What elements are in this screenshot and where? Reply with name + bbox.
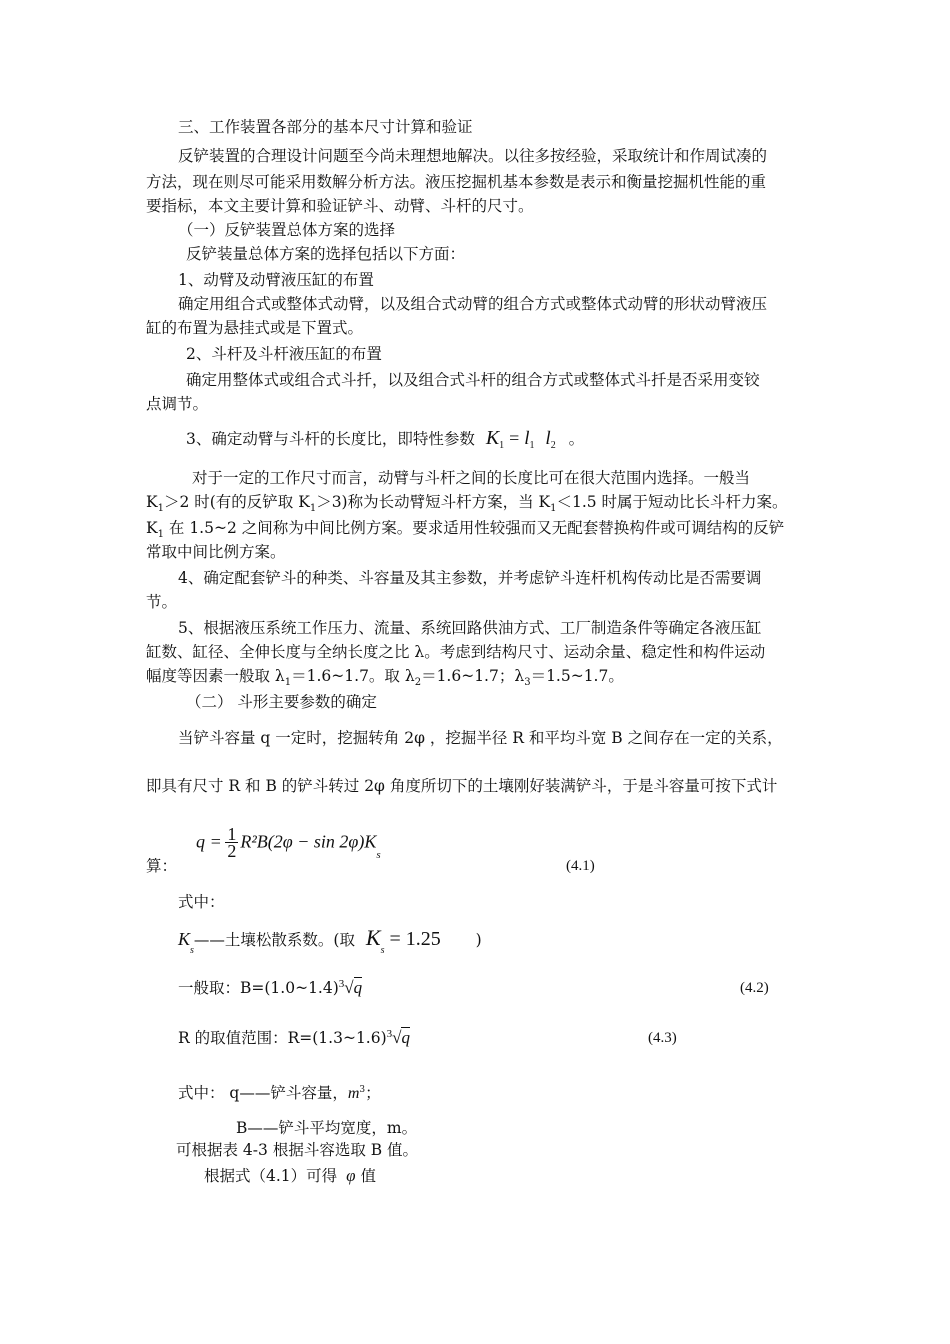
table-note: 可根据表 4-3 根据斗容选取 B 值。 [176,1141,419,1159]
equation-number-4-3: (4.3) [648,1030,677,1046]
equation-4-1: q = $\frac{1}{2}$ $R^2B(2\varphi - \sin 2\varphi)K_s$ [196,824,381,861]
equals-sign: = [509,428,520,448]
equation-body: R²B(2φ − sin 2φ)K [240,831,377,852]
section2-paragraph-1: 当铲斗容量 q 一定时，挖掘转角 2φ ，挖掘半径 R 和平均斗宽 B 之间存在一定的关系， [178,729,783,747]
intro-line-2: 方法，现在则尽可能采用数解分析方法。液压挖掘机基本参数是表示和衡量挖掘机性能的重 [146,173,767,191]
eq43-root: q [401,1028,410,1047]
l2-subscript: 2 [550,440,556,451]
l2-symbol: l [545,428,551,449]
item4-text-1: 4、确定配套铲斗的种类、斗容量及其主参数，并考虑铲斗连杆机构传动比是否需要调 [178,569,762,587]
equation-number-4-1: (4.1) [566,858,595,874]
item2-text-1: 确定用整体式或组合式斗扦，以及组合式斗杆的组合方式或整体式斗扦是否采用变铰 [186,371,760,389]
item3-line [186,428,584,452]
item4-text-2: 节。 [146,593,178,611]
period: 。 [568,430,585,448]
item5-line-1: 5、根据液压系统工作压力、流量、系统回路供油方式、工厂制造条件等确定各液压缸 [178,619,762,637]
section2-title: （二） 斗形主要参数的确定 [186,693,377,711]
equation-4-3: R 的取值范围：R=(1.3~1.6)$^3$√q [178,1028,410,1047]
ks-value-symbol: K [365,925,381,950]
l1-subscript: 1 [529,440,535,451]
where-label-2: 式中： q——铲斗容量，$m^3$； [178,1084,381,1103]
ratio-line-1: 对于一定的工作尺寸而言，动臂与斗杆之间的长度比可在很大范围内选择。一般当 [192,469,751,487]
item5-line-2: 缸数、缸径、全伸长度与全纳长度之比 λ。考虑到结构尺寸、运动余量、稳定性和构件运动 [146,643,766,661]
eq42-label: 一般取：B=(1.0~1.4) [178,979,339,997]
l1-symbol: l [524,428,530,449]
section1-title: （一）反铲装置总体方案的选择 [178,221,396,239]
b-description: B——铲斗平均宽度，m。 [236,1119,418,1137]
intro-line-1: 反铲装置的合理设计问题至今尚未理想地解决。以往多按经验，采取统计和作周试凑的 [178,147,768,165]
item1-text-2: 缸的布置为悬挂式或是下置式。 [146,319,364,337]
item3-text: 3、确定动臂与斗杆的长度比，即特性参数 [186,430,475,448]
item1-title: 1、动臂及动臂液压缸的布置 [178,271,374,289]
ratio-line-4: 常取中间比例方案。 [146,543,286,561]
ratio-line-2: $K_1>2$ 时(有的反铲取 $K_1>3$)称为长动臂短斗杆方案，当 $K_1<1.5$ 时属于短动比长斗杆力案。 [146,493,788,514]
phi-note: 根据式（4.1）可得 φ 值 [204,1166,376,1185]
item5-line-3: 幅度等因素一般取 $\lambda_1=1.6\sim 1.7$。取 $\lambda_2=1.6\sim 1.7$；$\lambda_3=1.5\sim 1.7$。 [146,667,624,688]
section2-paragraph-2: 即具有尺寸 R 和 B 的铲斗转过 2φ 角度所切下的土壤刚好装满铲斗，于是斗容量可按下式计 [146,777,778,795]
intro-line-3: 要指标，本文主要计算和验证铲斗、动臂、斗杆的尺寸。 [146,197,534,215]
k1-subscript: 1 [499,440,505,451]
equation-4-2: 一般取：B=(1.0~1.4)$^3$√q [178,978,363,997]
ks-subscript: s [376,848,381,861]
item2-text-2: 点调节。 [146,395,209,413]
ks-value: = 1.25 [389,928,441,950]
item2-title: 2、斗杆及斗杆液压缸的布置 [186,345,382,363]
ratio-line-3: $K_1$ 在 1.5~2 之间称为中间比例方案。要求适用性较强而又无配套替换构件或可调结构的反铲 [146,519,785,540]
calc-label: 算： [146,857,178,875]
eq43-label: R 的取值范围：R=(1.3~1.6) [178,1029,387,1047]
where-label-1: 式中： [178,893,225,911]
ks-description: $K_s——$土壤松散系数。(取 $K_s = 1.25$ ) [178,925,482,956]
q-symbol: q [196,831,205,852]
section-heading: 三、工作装置各部分的基本尺寸计算和验证 [178,118,473,136]
one-half-fraction: $\frac{1}{2}$ [227,824,237,861]
eq42-root: q [353,978,363,997]
equation-number-4-2: (4.2) [740,980,769,996]
k1-symbol: K [485,427,500,449]
item1-text-1: 确定用组合式或整体式动臂，以及组合式动臂的组合方式或整体式动臂的形状动臂液压 [178,295,768,313]
section1-lead: 反铲装量总体方案的选择包括以下方面： [186,245,466,263]
